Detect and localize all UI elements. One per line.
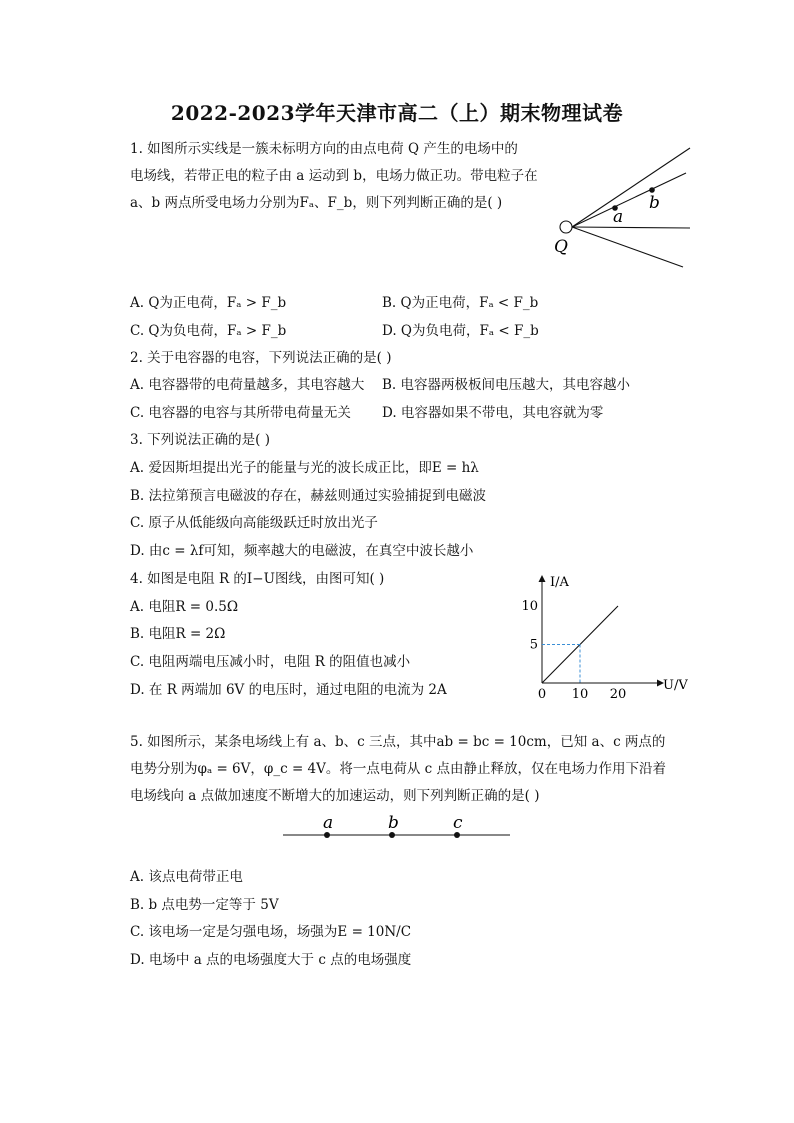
q3-stem: 3. 下列说法正确的是( )	[130, 432, 270, 448]
q1-option-d: D. Q为负电荷，Fₐ < F_b	[382, 323, 539, 339]
point-charge-q	[560, 221, 572, 233]
x-axis-label: U/V	[663, 678, 688, 693]
field-line	[572, 148, 690, 227]
label-a: a	[613, 207, 624, 227]
q5-stem: 5. 如图所示，某条电场线上有 a、b、c 三点，其中ab = bc = 10cm，已知 a、c 两点的电势分别为φₐ = 6V，φ_c = 4V。将一点电荷从 c 点由静止释放，仅在电场力作用下沿着电场线向 a 点做加速度不断增大的加速运动，则下列判断正确的是( )	[130, 734, 667, 804]
q1-stem-line-1: 1. 如图所示实线是一簇未标明方向的由点电荷 Q 产生的电场中的	[130, 141, 518, 157]
q5-option-d: D. 电场中 a 点的电场强度大于 c 点的电场强度	[130, 952, 412, 968]
q3-option-a: A. 爱因斯坦提出光子的能量与光的波长成正比，即E = hλ	[130, 460, 479, 476]
label-c: c	[453, 813, 463, 833]
label-q: Q	[554, 237, 568, 257]
page-title: 2022-2023学年天津市高二（上）期末物理试卷	[170, 101, 624, 125]
q1-stem-line-3: a、b 两点所受电场力分别为Fₐ、F_b，则下列判断正确的是( )	[130, 195, 503, 211]
field-line	[572, 227, 683, 267]
q5-field-line-figure	[280, 810, 520, 845]
x-tick-label: 10	[571, 687, 589, 702]
q1-stem-line-2: 电场线，若带正电的粒子由 a 运动到 b，电场力做正功。带电粒子在	[130, 168, 538, 184]
field-line	[572, 173, 686, 227]
q5-option-a: A. 该点电荷带正电	[130, 869, 243, 885]
q2-option-a: A. 电容器带的电荷量越多，其电容越大	[130, 377, 365, 393]
q2-option-c: C. 电容器的电容与其所带电荷量无关	[130, 405, 351, 421]
q4-stem: 4. 如图是电阻 R 的I−U图线，由图可知( )	[130, 571, 385, 587]
q3-option-b: B. 法拉第预言电磁波的存在，赫兹则通过实验捕捉到电磁波	[130, 488, 487, 504]
q4-iu-chart	[505, 568, 705, 703]
q4-option-d: D. 在 R 两端加 6V 的电压时，通过电阻的电流为 2A	[130, 682, 447, 698]
q4-option-c: C. 电阻两端电压减小时，电阻 R 的阻值也减小	[130, 654, 411, 670]
q5-option-c: C. 该电场一定是匀强电场，场强为E = 10N/C	[130, 924, 412, 940]
x-tick-label: 20	[609, 687, 627, 702]
q3-option-c: C. 原子从低能级向高能级跃迁时放出光子	[130, 515, 378, 531]
y-axis-label: I/A	[550, 575, 569, 590]
q1-option-c: C. Q为负电荷，Fₐ > F_b	[130, 323, 287, 339]
q4-option-a: A. 电阻R = 0.5Ω	[130, 599, 239, 615]
q3-option-d: D. 由c = λf可知，频率越大的电磁波，在真空中波长越小	[130, 543, 474, 559]
field-line	[572, 227, 690, 228]
q2-option-b: B. 电容器两极板间电压越大，其电容越小	[382, 377, 631, 393]
label-b: b	[649, 193, 660, 213]
x-tick-label: 0	[537, 687, 547, 702]
q2-option-d: D. 电容器如果不带电，其电容就为零	[382, 405, 604, 421]
q2-stem: 2. 关于电容器的电容，下列说法正确的是( )	[130, 350, 392, 366]
q1-field-lines-figure	[550, 140, 700, 275]
label-b: b	[388, 813, 399, 833]
y-tick-label: 10	[521, 599, 538, 614]
q1-option-a: A. Q为正电荷，Fₐ > F_b	[130, 295, 287, 311]
y-tick-label: 5	[529, 637, 538, 653]
q5-option-b: B. b 点电势一定等于 5V	[130, 897, 279, 913]
point-b	[649, 187, 655, 193]
q4-option-b: B. 电阻R = 2Ω	[130, 626, 226, 642]
label-a: a	[323, 813, 334, 833]
q1-option-b: B. Q为正电荷，Fₐ < F_b	[382, 295, 539, 311]
